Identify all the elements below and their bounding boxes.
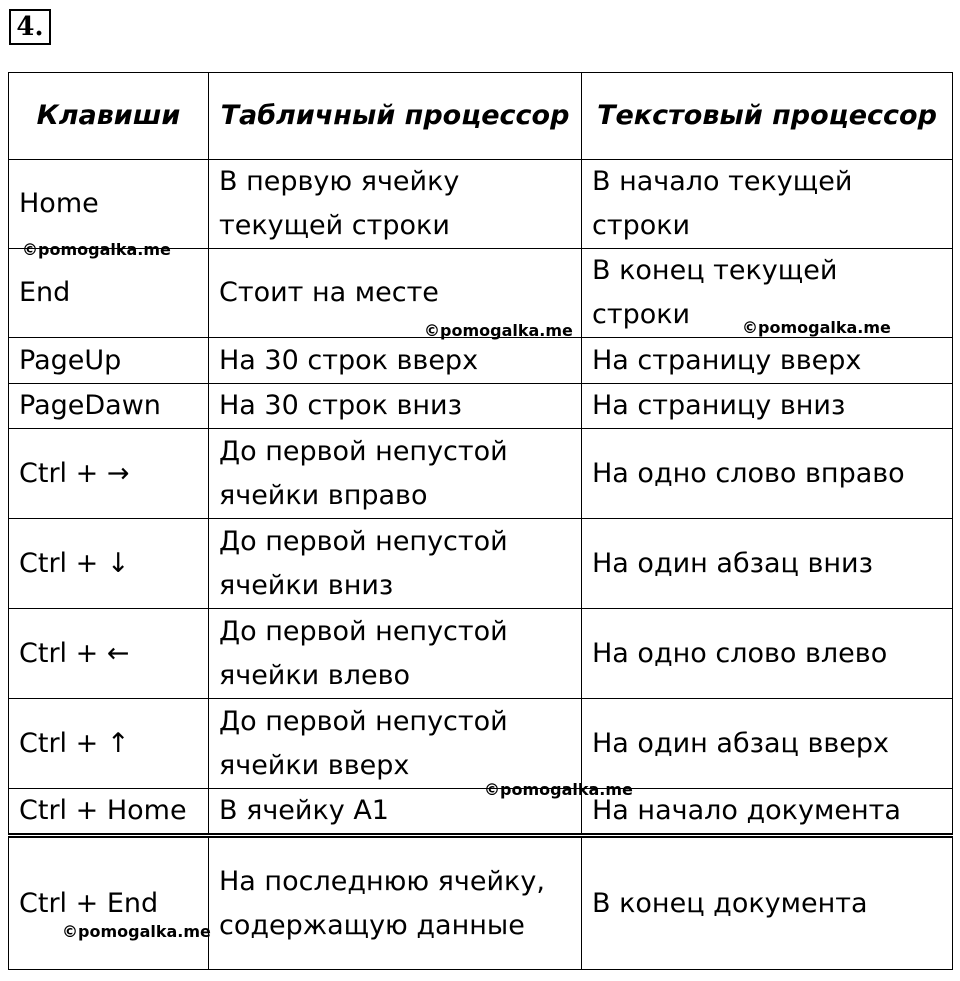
spreadsheet-cell: В первую ячейку текущей строки <box>209 160 582 249</box>
spreadsheet-cell: На 30 строк вниз <box>209 384 582 429</box>
spreadsheet-cell: На последнюю ячейку, содержащую данные <box>209 836 582 970</box>
key-cell: Ctrl + ↓ <box>9 519 209 609</box>
table-row <box>9 429 953 519</box>
table-row <box>9 609 953 699</box>
table-row <box>9 789 953 836</box>
key-cell: PageUp <box>9 338 209 384</box>
spreadsheet-cell: До первой непустой ячейки вверх <box>209 699 582 789</box>
key-cell: Ctrl + → <box>9 429 209 519</box>
table-row <box>9 836 953 970</box>
text-processor-cell: На страницу вверх <box>582 338 953 384</box>
key-cell: Ctrl + End <box>9 836 209 970</box>
text-processor-cell: В конец текущей строки <box>582 249 953 338</box>
spreadsheet-cell: В ячейку A1 <box>209 789 582 836</box>
table-row <box>9 338 953 384</box>
spreadsheet-cell: До первой непустой ячейки вправо <box>209 429 582 519</box>
header-text-processor: Текстовый процессор <box>582 73 953 160</box>
key-cell: End <box>9 249 209 338</box>
text-processor-cell: В начало текущей строки <box>582 160 953 249</box>
key-cell: Ctrl + ↑ <box>9 699 209 789</box>
text-processor-cell: На одно слово влево <box>582 609 953 699</box>
watermark: ©pomogalka.me <box>484 780 633 799</box>
text-processor-cell: На одно слово вправо <box>582 429 953 519</box>
text-processor-cell: На один абзац вверх <box>582 699 953 789</box>
watermark: ©pomogalka.me <box>62 922 211 941</box>
header-spreadsheet: Табличный процессор <box>209 73 582 160</box>
spreadsheet-cell: На 30 строк вверх <box>209 338 582 384</box>
text-processor-cell: В конец документа <box>582 836 953 970</box>
text-processor-cell: На страницу вниз <box>582 384 953 429</box>
task-number: 4. <box>9 9 51 45</box>
table-row <box>9 519 953 609</box>
spreadsheet-cell: Стоит на месте <box>209 249 582 338</box>
text-processor-cell: На один абзац вниз <box>582 519 953 609</box>
key-cell: Ctrl + Home <box>9 789 209 836</box>
text-processor-cell: На начало документа <box>582 789 953 836</box>
table-row <box>9 699 953 789</box>
watermark: ©pomogalka.me <box>424 321 573 340</box>
table-row <box>9 160 953 249</box>
table-row <box>9 384 953 429</box>
header-keys: Клавиши <box>9 73 209 160</box>
key-cell: Home <box>9 160 209 249</box>
key-cell: PageDawn <box>9 384 209 429</box>
spreadsheet-cell: До первой непустой ячейки вниз <box>209 519 582 609</box>
table-header-row <box>9 73 953 160</box>
spreadsheet-cell: До первой непустой ячейки влево <box>209 609 582 699</box>
keys-table <box>8 72 953 970</box>
watermark: ©pomogalka.me <box>742 318 891 337</box>
watermark: ©pomogalka.me <box>22 240 171 259</box>
key-cell: Ctrl + ← <box>9 609 209 699</box>
